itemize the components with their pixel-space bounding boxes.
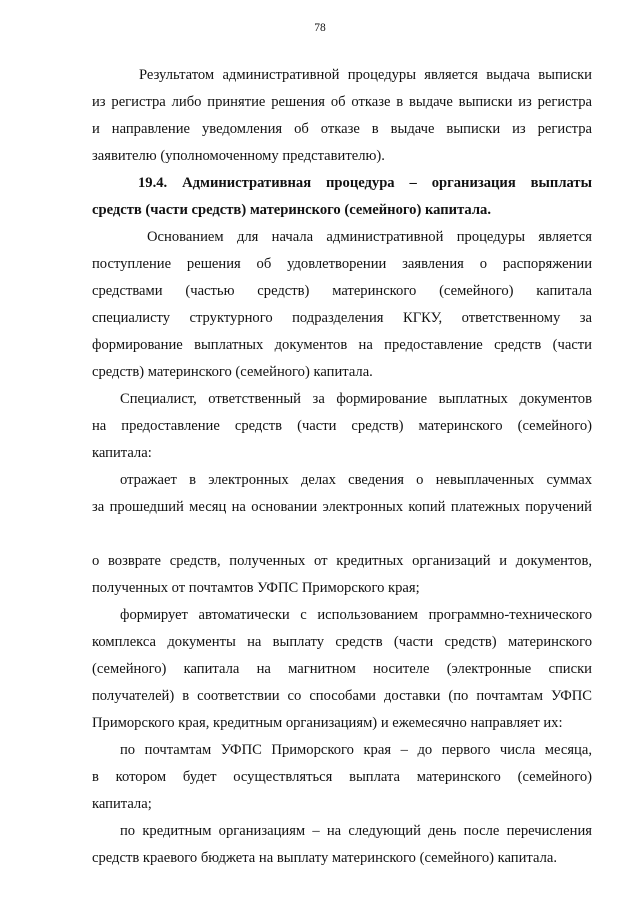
text-line: капитала; (92, 796, 152, 812)
section-heading-line: 19.4. Административная процедура – организация выплаты (138, 175, 592, 191)
text-line: о возврате средств, полученных от кредитных организаций и документов, (92, 553, 592, 569)
text-line: поступление решения об удовлетворении заявления о распоряжении (92, 256, 592, 272)
text-line: получателей) в соответствии со способами доставки (по почтамтам УФПС (92, 688, 592, 704)
text-line: комплекса документы на выплату средств (части средств) материнского (92, 634, 592, 650)
text-line: по кредитным организациям – на следующий день после перечисления (120, 823, 592, 839)
text-line: по почтамтам УФПС Приморского края – до первого числа месяца, (120, 742, 592, 758)
text-line: и направление уведомления об отказе в выдаче выписки из регистра (92, 121, 592, 137)
text-line: формирует автоматически с использованием программно-технического (120, 607, 592, 623)
text-line: средств краевого бюджета на выплату материнского (семейного) капитала. (92, 850, 557, 866)
text-line: специалисту структурного подразделения КГКУ, ответственному за (92, 310, 592, 326)
text-line: (семейного) капитала на магнитном носителе (электронные списки (92, 661, 592, 677)
text-line: на предоставление средств (части средств) материнского (семейного) (92, 418, 592, 434)
text-line: отражает в электронных делах сведения о невыплаченных суммах (120, 472, 592, 488)
section-heading-line: средств (части средств) материнского (семейного) капитала. (92, 202, 491, 218)
text-line: за прошедший месяц на основании электронных копий платежных поручений (92, 499, 592, 515)
text-line: полученных от почтамтов УФПС Приморского края; (92, 580, 420, 596)
text-line: Специалист, ответственный за формирование выплатных документов (120, 391, 592, 407)
text-line: средств) материнского (семейного) капитала. (92, 364, 373, 380)
text-line: в котором будет осуществляться выплата материнского (семейного) (92, 769, 592, 785)
text-line: заявителю (уполномоченному представителю). (92, 148, 385, 164)
text-line: из регистра либо принятие решения об отказе в выдаче выписки из регистра (92, 94, 592, 110)
text-line: средствами (частью средств) материнского (семейного) капитала (92, 283, 592, 299)
text-line: Результатом административной процедуры является выдача выписки (139, 67, 592, 83)
text-line: Основанием для начала административной процедуры является (147, 229, 592, 245)
text-line: Приморского края, кредитным организациям) и ежемесячно направляет их: (92, 715, 563, 731)
text-line: капитала: (92, 445, 152, 461)
text-line: формирование выплатных документов на предоставление средств (части (92, 337, 592, 353)
page-number: 78 (314, 22, 326, 34)
